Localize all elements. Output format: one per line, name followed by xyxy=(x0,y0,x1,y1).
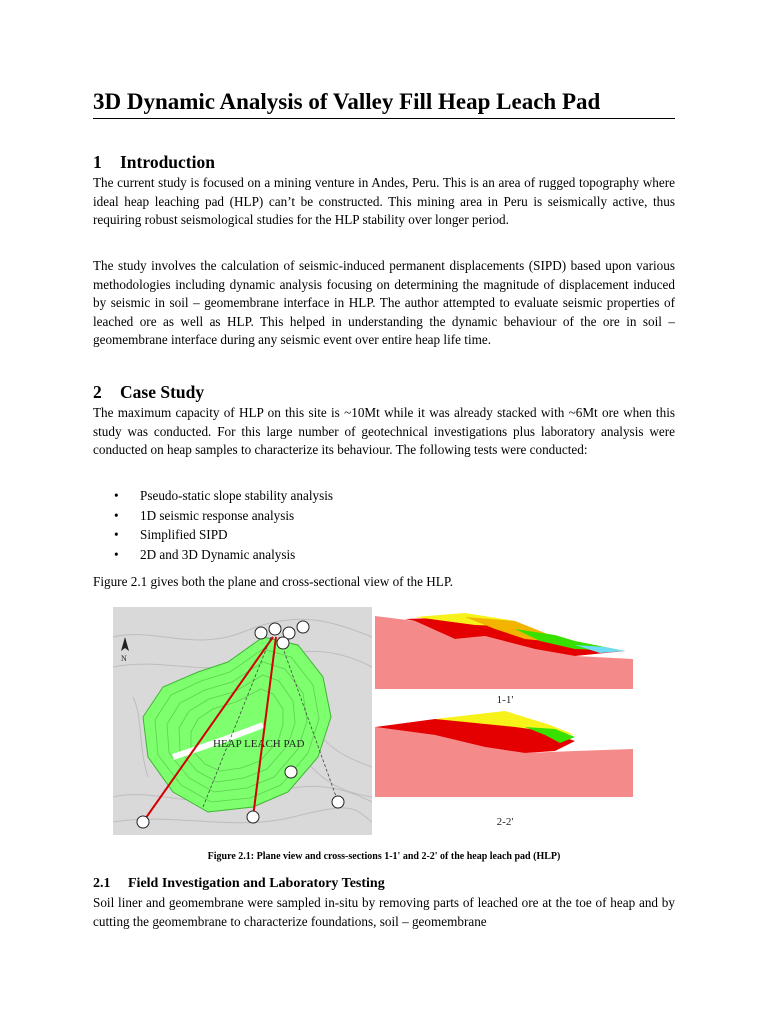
list-item: • Simplified SIPD xyxy=(93,525,333,545)
page-title: 3D Dynamic Analysis of Valley Fill Heap Leach Pad xyxy=(93,88,675,119)
section-number: 2 xyxy=(93,382,102,402)
section-heading-introduction xyxy=(93,151,215,173)
section-1-label: 1-1' xyxy=(496,694,514,706)
cross-section-1 xyxy=(375,611,633,689)
list-item: • 1D seismic response analysis xyxy=(93,506,333,526)
figure-2-1-graphic xyxy=(113,607,633,835)
figure-caption: Figure 2.1: Plane view and cross-sections 1-1' and 2-2' of the heap leach pad (HLP) xyxy=(207,851,561,862)
plan-view-map xyxy=(113,607,372,835)
section-title: Case Study xyxy=(120,382,205,402)
subsection-heading-field-investigation xyxy=(93,875,385,893)
intro-paragraph-2: The study involves the calculation of seismic-induced permanent displacements (SIPD) based upon various methodologies including dynamic analysis focusing on determining the magnitude of displacement induced by seismic in soil – geomembrane interface in HLP. The author attempted to evaluate seismic properties of leached ore as well as HLP. This helped in understanding the dynamic behaviour of the ore in soil – geomembrane interface during any seismic event over entire heap life time. xyxy=(93,258,675,348)
cross-section-2 xyxy=(375,711,633,797)
tests-bullet-list xyxy=(93,486,333,564)
case-study-paragraph-1: The maximum capacity of HLP on this site is ~10Mt while it was already stacked with ~6Mt ore when this study was conducted. For this large number of geotechnical investigations plus laboratory analysis were conducted on heap samples to characterize its behaviour. The following tests were conducted: xyxy=(93,405,675,458)
subsection-number: 2.1 xyxy=(93,876,111,891)
figure-2-1 xyxy=(113,607,633,835)
section-number: 1 xyxy=(93,152,102,172)
case-study-paragraph-2: Figure 2.1 gives both the plane and cross-sectional view of the HLP. xyxy=(93,574,454,589)
section-heading-case-study xyxy=(93,381,204,403)
plan-label: HEAP LEACH PAD xyxy=(213,738,305,750)
svg-text:N: N xyxy=(121,654,127,663)
section-title: Introduction xyxy=(120,152,215,172)
list-item: • Pseudo-static slope stability analysis xyxy=(93,486,333,506)
field-investigation-paragraph: Soil liner and geomembrane were sampled in-situ by removing parts of leached ore at the toe of heap and by cutting the geomembrane to characterize foundations, soil – geomembrane xyxy=(93,895,675,929)
subsection-title: Field Investigation and Laboratory Testing xyxy=(128,876,385,891)
intro-paragraph-1: The current study is focused on a mining venture in Andes, Peru. This is an area of rugged topography where ideal heap leaching pad (HLP) can’t be constructed. This mining area in Peru is seismically active, thus requiring robust seismological studies for the HLP stability over longer period. xyxy=(93,175,675,228)
list-item: • 2D and 3D Dynamic analysis xyxy=(93,545,333,565)
section-2-label: 2-2' xyxy=(496,816,514,828)
